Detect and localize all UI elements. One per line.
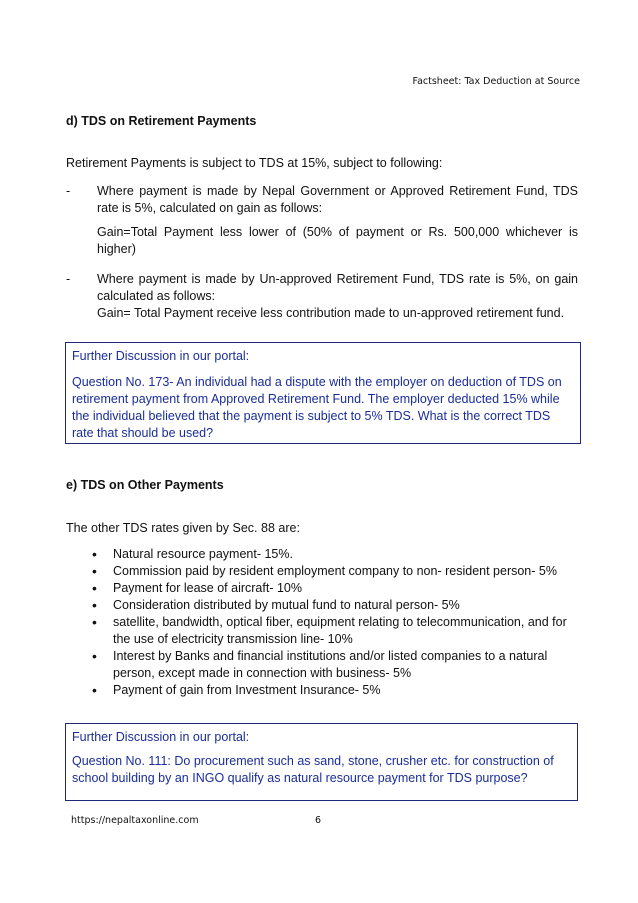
discussion-box-title: Further Discussion in our portal: <box>72 730 250 744</box>
other-payments-list <box>92 546 582 699</box>
list-dash: - <box>66 184 71 198</box>
retirement-item-text: Where payment is made by Un-approved Retirement Fund, TDS rate is 5%, on gain calculated as follows: <box>97 272 578 303</box>
page-header-title: Factsheet: Tax Deduction at Source <box>412 76 580 87</box>
discussion-question[interactable]: Question No. 173- An individual had a dispute with the employer on deduction of TDS on retirement payment from Approved Retirement Fund. The employer deducted 15% while the individual believed that the payment is subject to 5% TDS. What is the correct TDS rate that should be used? <box>72 375 562 440</box>
list-item: • Consideration distributed by mutual fund to natural person- 5% <box>92 597 582 614</box>
retirement-item-unapproved <box>66 271 578 322</box>
section-d-heading: d) TDS on Retirement Payments <box>66 114 257 128</box>
footer-url[interactable]: https://nepaltaxonline.com <box>71 815 199 826</box>
retirement-item-approved <box>66 183 578 258</box>
list-item: • Interest by Banks and financial institutions and/or listed companies to a natural person, except made in connection with business- 5% <box>92 648 582 682</box>
list-item: • Payment for lease of aircraft- 10% <box>92 580 582 597</box>
section-e-heading: e) TDS on Other Payments <box>66 478 224 492</box>
page-number: 6 <box>315 815 322 826</box>
discussion-question[interactable]: Question No. 111: Do procurement such as sand, stone, crusher etc. for construction of school building by an INGO qualify as natural resource payment for TDS purpose? <box>72 754 554 785</box>
list-item: • Commission paid by resident employment company to non- resident person- 5% <box>92 563 582 580</box>
list-dash: - <box>66 272 71 286</box>
list-item: • satellite, bandwidth, optical fiber, equipment relating to telecommunication, and for the use of electricity transmission line- 10% <box>92 614 582 648</box>
retirement-item-gain: Gain=Total Payment less lower of (50% of payment or Rs. 500,000 whichever is higher) <box>97 225 578 256</box>
retirement-item-text: Where payment is made by Nepal Government or Approved Retirement Fund, TDS rate is 5%, calculated on gain as follows: <box>97 184 578 215</box>
list-item: • Payment of gain from Investment Insurance- 5% <box>92 682 582 699</box>
retirement-item-gain: Gain= Total Payment receive less contribution made to un-approved retirement fund. <box>97 306 565 320</box>
list-item: • Natural resource payment- 15%. <box>92 546 582 563</box>
section-d-intro: Retirement Payments is subject to TDS at 15%, subject to following: <box>66 156 443 170</box>
section-e-intro: The other TDS rates given by Sec. 88 are: <box>66 521 300 535</box>
discussion-box-title: Further Discussion in our portal: <box>72 349 250 363</box>
discussion-box-173 <box>65 342 581 444</box>
discussion-box-111 <box>65 723 578 801</box>
